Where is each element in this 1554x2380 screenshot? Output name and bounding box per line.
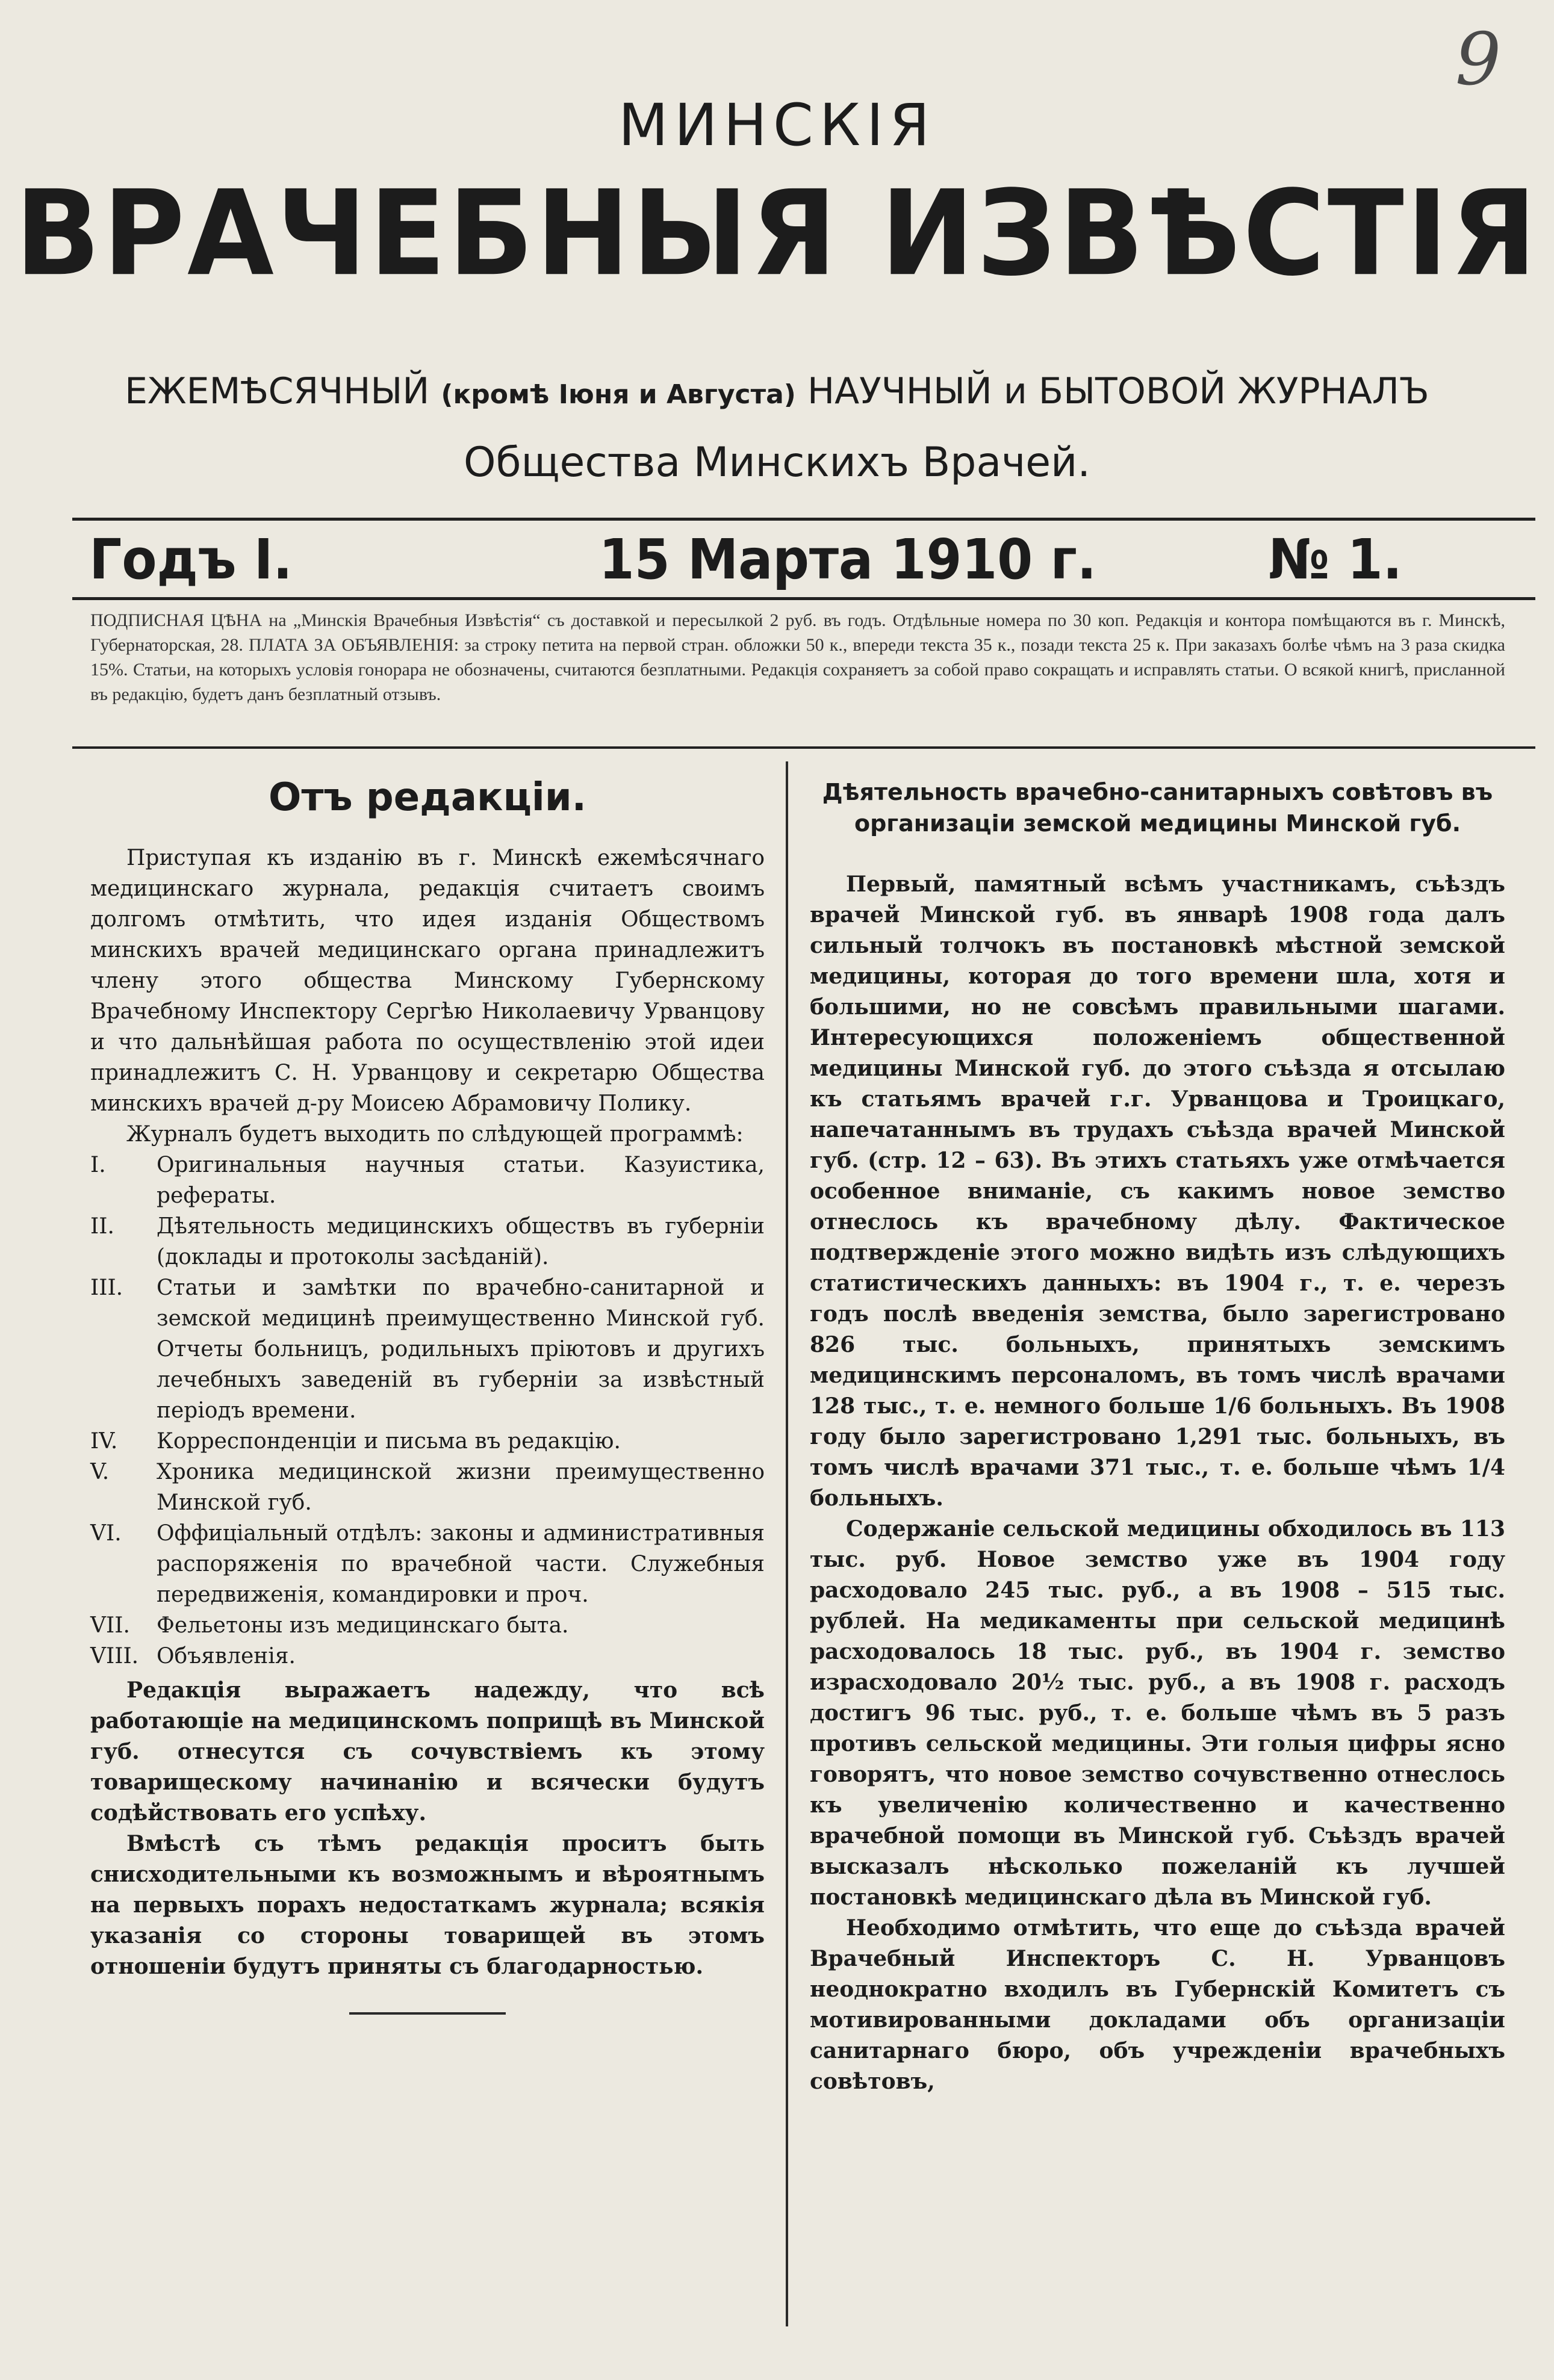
- program-item: [90, 1518, 765, 1610]
- program-item-text: Фельетоны изъ медицинскаго быта.: [157, 1613, 569, 1638]
- program-item-text: Оффиціальный отдѣлъ: законы и административныя распоряженія по врачебной части. Служебныя передвиженія, командировки и проч.: [157, 1521, 765, 1607]
- subtitle-scientific: НАУЧНЫЙ и БЫТОВОЙ ЖУРНАЛЪ: [807, 370, 1429, 412]
- masthead-city: МИНСКІЯ: [618, 91, 936, 159]
- journal-subtitle: [0, 370, 1554, 412]
- program-item-number: VI.: [90, 1521, 122, 1546]
- page-number-handwritten: 9: [1455, 18, 1502, 102]
- program-item-number: III.: [90, 1275, 123, 1300]
- article-column: [810, 776, 1505, 2097]
- end-rule: [349, 2012, 506, 2015]
- subtitle-monthly: ЕЖЕМѢСЯЧНЫЙ: [125, 370, 430, 412]
- closing-request: Вмѣстѣ съ тѣмъ редакція проситъ быть снисходительными къ возможнымъ и вѣроятнымъ на первыхъ порахъ недостаткамъ журнала; всякія указанія со стороны товарищей въ этомъ отношеніи будутъ приняты съ благодарностью.: [90, 1831, 765, 1979]
- top-rule: [72, 518, 1535, 521]
- article-title: Дѣятельность врачебно-санитарныхъ совѣтовъ въ организаціи земской медицины Минской губ.: [822, 779, 1493, 837]
- column-divider: [786, 761, 788, 2326]
- society-name: Общества Минскихъ Врачей.: [464, 439, 1090, 486]
- program-item-text: Статьи и замѣтки по врачебно-санитарной и земской медицинѣ преимущественно Минской губ. Отчеты больницъ, родильныхъ пріютовъ и другихъ лечебныхъ заведеній въ губерніи за извѣстный періодъ времени.: [157, 1275, 765, 1423]
- closing-hope: Редакція выражаетъ надежду, что всѣ работающіе на медицинскомъ поприщѣ въ Минской губ. отнесутся съ сочувствіемъ къ этому товарищескому начинанію и всячески будутъ содѣйствовать его успѣху.: [90, 1678, 765, 1826]
- program-item-text: Корреспонденціи и письма въ редакцію.: [157, 1429, 621, 1454]
- program-item: [90, 1426, 765, 1457]
- program-item-number: I.: [90, 1153, 106, 1177]
- program-item: [90, 1641, 765, 1672]
- subscription-info: ПОДПИСНАЯ ЦѢНА на „Минскія Врачебныя Извѣстія“ съ доставкой и пересылкой 2 руб. въ годъ. Отдѣльные номера по 30 коп. Редакція и контора помѣщаются въ г. Минскѣ, Губернаторская, 28. ПЛАТА ЗА ОБЪЯВЛЕНІЯ: за строку петита на первой стран. обложки 50 к., впереди текста 35 к., позади текста 25 к. При заказахъ болѣе чѣмъ на 3 раза скидка 15%. Статьи, на которыхъ условія гонорара не обозначены, считаются безплатными. Редакція сохраняетъ за собой право сокращать и исправлять статьи. О всякой книгѣ, присланной въ редакцію, будетъ данъ безплатный отзывъ.: [90, 610, 1505, 704]
- article-paragraph: Первый, памятный всѣмъ участникамъ, съѣздъ врачей Минской губ. въ январѣ 1908 года далъ сильный толчокъ въ постановкѣ мѣстной земской медицины, которая до того времени шла, хотя и большими, но не совсѣмъ правильными шагами. Интересующихся положеніемъ общественной медицины Минской губ. до этого съѣзда я отсылаю къ статьямъ врачей г.г. Урванцова и Троицкаго, напечатаннымъ въ трудахъ съѣзда врачей Минской губ. (стр. 12 – 63). Въ этихъ статьяхъ уже отмѣчается особенное вниманіе, съ какимъ новое земство отнеслось къ врачебному дѣлу. Фактическое подтвержденіе этого можно видѣть изъ слѣдующихъ статистическихъ данныхъ: въ 1904 г., т. е. черезъ годъ послѣ введенія земства, было зарегистровано 826 тыс. больныхъ, принятыхъ земскимъ медицинскимъ персоналомъ, въ томъ числѣ врачами 128 тыс., т. е. немного больше 1/6 больныхъ. Въ 1908 году было зарегистровано 1,291 тыс. больныхъ, въ томъ числѣ врачами 371 тыс., т. е. больше чѣмъ 1/4 больныхъ.: [810, 872, 1505, 1511]
- program-intro: Журналъ будетъ выходить по слѣдующей программѣ:: [126, 1122, 744, 1147]
- program-item-number: II.: [90, 1214, 114, 1239]
- masthead-title: ВРАЧЕБНЫЯ ИЗВѢСТІЯ: [14, 164, 1540, 302]
- program-item-number: IV.: [90, 1429, 118, 1454]
- dateline-rule: [72, 597, 1535, 600]
- program-item-text: Дѣятельность медицинскихъ обществъ въ губерніи (доклады и протоколы засѣданій).: [157, 1214, 765, 1269]
- editorial-column: [90, 776, 765, 2015]
- editorial-title: Отъ редакціи.: [269, 775, 586, 820]
- subscription-rule: [72, 746, 1535, 749]
- program-item-number: VII.: [90, 1613, 130, 1638]
- article-paragraph: Необходимо отмѣтить, что еще до съѣзда врачей Врачебный Инспекторъ С. Н. Урванцовъ неоднократно входилъ въ Губернскій Комитетъ съ мотивированными докладами объ организаціи санитарнаго бюро, объ учрежденіи врачебныхъ совѣтовъ,: [810, 1915, 1505, 2094]
- program-item-text: Оригинальныя научныя статьи. Казуистика, рефераты.: [157, 1153, 765, 1208]
- editorial-closing: [90, 1675, 765, 1982]
- program-item: [90, 1211, 765, 1272]
- issue-number: № 1.: [1268, 527, 1402, 592]
- editorial-intro: Приступая къ изданію въ г. Минскѣ ежемѣсячнаго медицинскаго журнала, редакція считаетъ своимъ долгомъ отмѣтить, что идея изданія Обществомъ минскихъ врачей медицинскаго органа принадлежитъ члену этого общества Минскому Губернскому Врачебному Инспектору Сергѣю Николаевичу Урванцову и что дальнѣйшая работа по осуществленію этой идеи принадлежитъ С. Н. Урванцову и секретарю Общества минскихъ врачей д-ру Моисею Абрамовичу Полику.: [90, 846, 765, 1116]
- program-list: [90, 1150, 765, 1672]
- program-item: [90, 1272, 765, 1426]
- article-paragraph: Содержаніе сельской медицины обходилось въ 113 тыс. руб. Новое земство уже въ 1904 году расходовало 245 тыс. руб., а въ 1908 – 515 тыс. рублей. На медикаменты при сельской медицинѣ расходовалось 18 тыс. руб., въ 1904 г. земство израсходовало 20½ тыс. руб., а въ 1908 г. расходъ достигъ 96 тыс. руб., т. е. больше чѣмъ въ 5 разъ противъ сельской медицины. Эти голыя цифры ясно говорятъ, что новое земство сочувственно отнеслось къ увеличенію количественно и качественно врачебной помощи въ Минской губ. Съѣздъ врачей высказалъ нѣсколько пожеланій къ лучшей постановкѣ медицинскаго дѣла въ Минской губ.: [810, 1516, 1505, 1910]
- program-item: [90, 1150, 765, 1211]
- program-item-text: Объявленія.: [157, 1644, 296, 1669]
- program-item: [90, 1457, 765, 1518]
- issue-date: 15 Марта 1910 г.: [598, 527, 1097, 592]
- issue-year: Годъ I.: [89, 527, 293, 592]
- program-item: [90, 1610, 765, 1641]
- program-item-text: Хроника медицинской жизни преимущественно Минской губ.: [157, 1460, 765, 1515]
- subtitle-exception: (кромѣ Іюня и Августа): [441, 379, 796, 410]
- program-item-number: V.: [90, 1460, 110, 1484]
- program-item-number: VIII.: [90, 1644, 139, 1669]
- dateline: [78, 527, 1413, 593]
